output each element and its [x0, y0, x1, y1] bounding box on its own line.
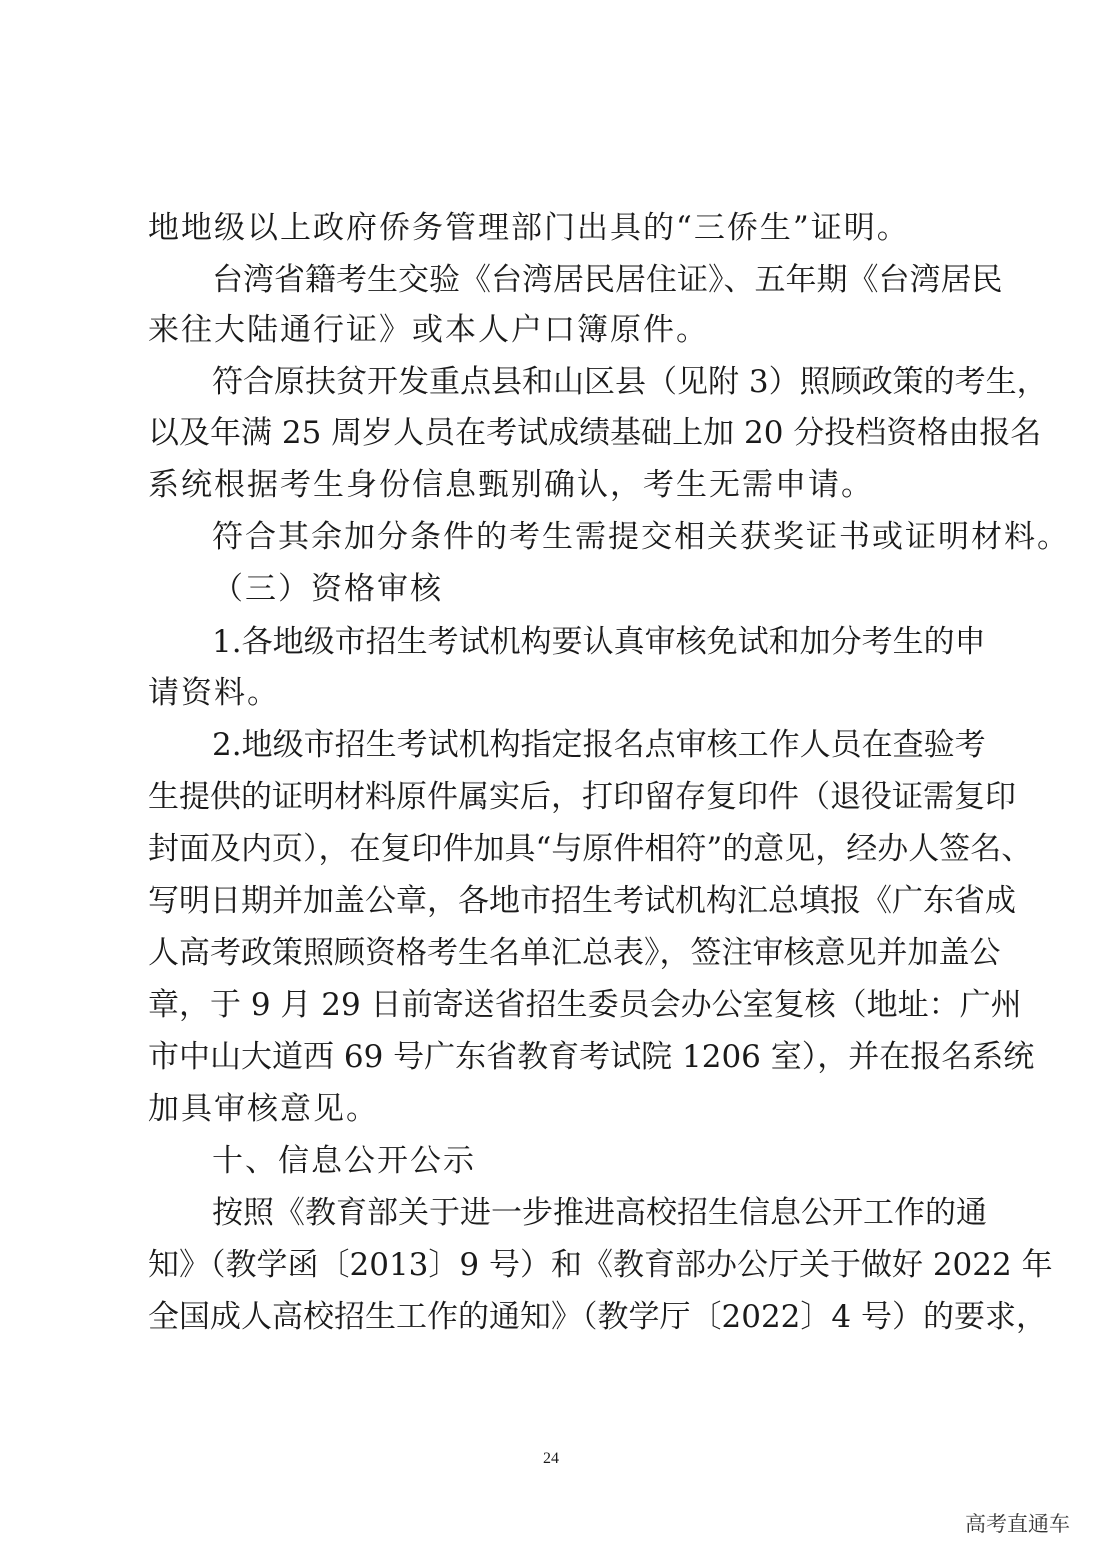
text-line: 章，于 9 月 29 日前寄送省招生委员会办公室复核（地址：广州 — [148, 987, 1022, 1023]
text-line: 符合其余加分条件的考生需提交相关获奖证书或证明材料。 — [212, 519, 1070, 555]
text-line: 1.各地级市招生考试机构要认真审核免试和加分考生的申 — [212, 624, 986, 660]
text-line: 来往大陆通行证》或本人户口簿原件。 — [148, 312, 709, 348]
text-line: 地地级以上政府侨务管理部门出具的“三侨生”证明。 — [148, 210, 910, 246]
text-line: 2.地级市招生考试机构指定报名点审核工作人员在查验考 — [212, 727, 986, 763]
text-line: 符合原扶贫开发重点县和山区县（见附 3）照顾政策的考生， — [212, 364, 1048, 400]
text-line: 知》（教学函〔2013〕9 号）和《教育部办公厅关于做好 2022 年 — [148, 1247, 1053, 1283]
text-line: 系统根据考生身份信息甄别确认，考生无需申请。 — [148, 467, 874, 503]
section-subheading: （三）资格审核 — [212, 571, 443, 607]
page-number: 24 — [543, 1450, 559, 1467]
text-line: 请资料。 — [148, 675, 280, 711]
text-line: 以及年满 25 周岁人员在考试成绩基础上加 20 分投档资格由报名 — [148, 415, 1042, 451]
text-line: 人高考政策照顾资格考生名单汇总表》，签注审核意见并加盖公 — [148, 935, 1001, 971]
text-line: 封面及内页），在复印件加具“与原件相符”的意见，经办人签名、 — [148, 831, 1033, 867]
section-heading: 十、信息公开公示 — [212, 1143, 476, 1179]
text-line: 市中山大道西 69 号广东省教育考试院 1206 室），并在报名系统 — [148, 1039, 1035, 1075]
text-line: 按照《教育部关于进一步推进高校招生信息公开工作的通 — [212, 1195, 987, 1231]
text-line: 生提供的证明材料原件属实后，打印留存复印件（退役证需复印 — [148, 779, 1016, 815]
text-line: 加具审核意见。 — [148, 1091, 379, 1127]
text-line: 台湾省籍考生交验《台湾居民居住证》、五年期《台湾居民 — [212, 262, 1003, 298]
watermark: 高考直通车 — [965, 1512, 1070, 1536]
text-line: 全国成人高校招生工作的通知》（教学厅〔2022〕4 号）的要求， — [148, 1299, 1047, 1335]
text-line: 写明日期并加盖公章，各地市招生考试机构汇总填报《广东省成 — [148, 883, 1016, 919]
